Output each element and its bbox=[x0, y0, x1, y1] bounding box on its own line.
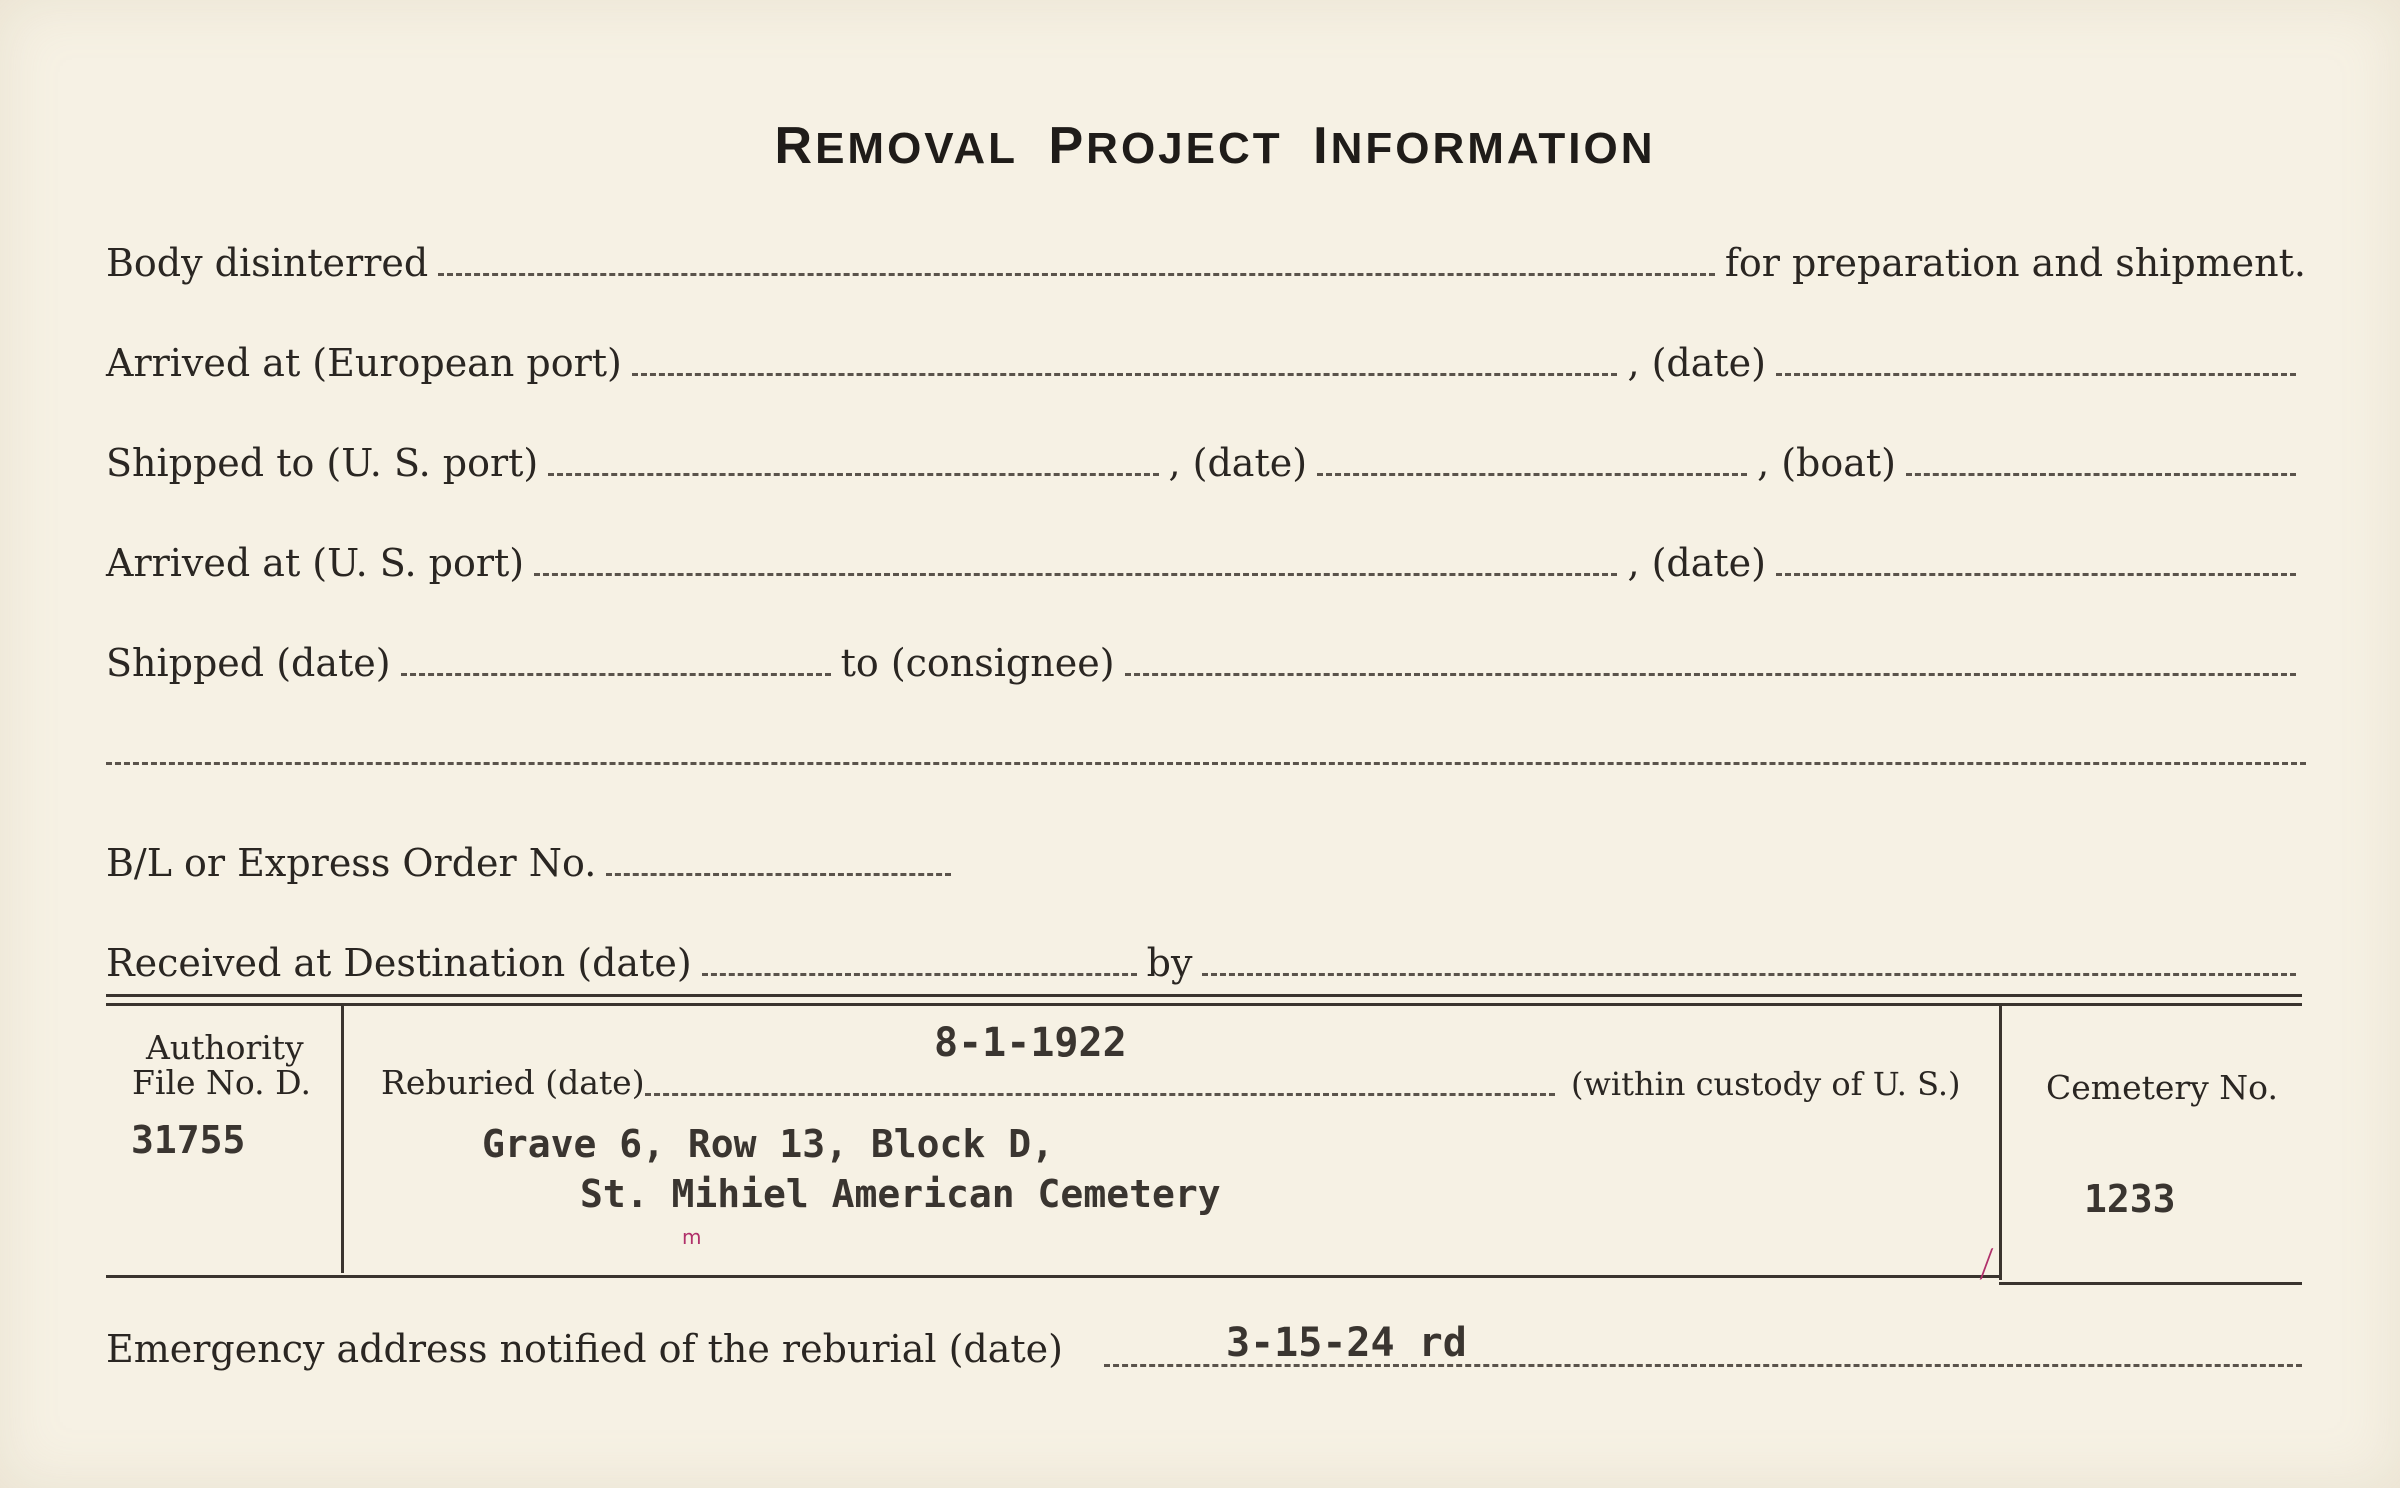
shipped-date-label: Shipped (date) bbox=[106, 641, 391, 685]
by-label: by bbox=[1146, 941, 1193, 985]
shipped-to-us-label: Shipped to (U. S. port) bbox=[106, 441, 539, 485]
shipped-date-field[interactable] bbox=[1317, 473, 1747, 476]
consignee-continuation-line[interactable] bbox=[106, 762, 2306, 765]
row-arrived-european bbox=[106, 326, 2306, 386]
bl-order-label: B/L or Express Order No. bbox=[106, 841, 597, 885]
arrived-european-label: Arrived at (European port) bbox=[106, 341, 622, 385]
authority-label: Authority bbox=[146, 1028, 304, 1067]
arrived-us-port-field[interactable] bbox=[534, 573, 1617, 576]
row-shipped-consignee bbox=[106, 626, 2306, 686]
cemetery-no-label: Cemetery No. bbox=[2046, 1068, 2278, 1107]
box-bottom-rule bbox=[106, 1275, 2001, 1278]
ink-mark: m bbox=[682, 1225, 702, 1249]
us-port-field[interactable] bbox=[548, 473, 1158, 476]
title-initial: I bbox=[1313, 117, 1331, 175]
emergency-address-label: Emergency address notified of the reburial (date) bbox=[106, 1327, 1063, 1371]
grave-location-line2: St. Mihiel American Cemetery bbox=[580, 1172, 1221, 1216]
received-date-field[interactable] bbox=[702, 973, 1137, 976]
title-word: EMOVAL bbox=[815, 124, 1019, 173]
shipped-date-value-field[interactable] bbox=[401, 673, 831, 676]
box-top-double-rule bbox=[106, 994, 2302, 1006]
reburied-date-value: 8-1-1922 bbox=[934, 1020, 1127, 1066]
arrived-us-date-field[interactable] bbox=[1776, 573, 2296, 576]
date-label: , (date) bbox=[1627, 541, 1766, 585]
received-by-field[interactable] bbox=[1202, 973, 2296, 976]
box-divider-right bbox=[1999, 1003, 2002, 1280]
date-label: , (date) bbox=[1627, 341, 1766, 385]
consignee-field[interactable] bbox=[1125, 673, 2296, 676]
authority-file-value: 31755 bbox=[131, 1118, 246, 1162]
body-disinterred-field[interactable] bbox=[438, 273, 1715, 276]
grave-location-line1: Grave 6, Row 13, Block D, bbox=[482, 1122, 1054, 1166]
cemetery-no-value: 1233 bbox=[2084, 1177, 2176, 1221]
boat-field[interactable] bbox=[1906, 473, 2296, 476]
arrival-date-field[interactable] bbox=[1776, 373, 2296, 376]
file-no-label: File No. D. bbox=[132, 1063, 311, 1102]
row-arrived-us bbox=[106, 526, 2306, 586]
for-preparation-label: for preparation and shipment. bbox=[1724, 241, 2306, 285]
card-title bbox=[0, 116, 2400, 176]
row-body-disinterred bbox=[106, 226, 2306, 286]
title-initial: R bbox=[774, 117, 816, 175]
pencil-check-mark: ⟋ bbox=[1968, 1242, 2005, 1288]
row-shipped-to-us bbox=[106, 426, 2306, 486]
row-bl-order bbox=[106, 826, 2306, 886]
european-port-field[interactable] bbox=[632, 373, 1618, 376]
custody-label: (within custody of U. S.) bbox=[1571, 1065, 1961, 1103]
consignee-label: to (consignee) bbox=[840, 641, 1115, 685]
title-initial: P bbox=[1048, 117, 1087, 175]
body-disinterred-label: Body disinterred bbox=[106, 241, 429, 285]
received-destination-label: Received at Destination (date) bbox=[106, 941, 692, 985]
title-word: ROJECT bbox=[1086, 124, 1283, 173]
arrived-us-label: Arrived at (U. S. port) bbox=[106, 541, 525, 585]
row-received-destination bbox=[106, 926, 2306, 986]
bl-order-field[interactable] bbox=[606, 873, 951, 876]
reburied-date-label: Reburied (date) bbox=[381, 1063, 645, 1102]
box-bottom-rule-right bbox=[1999, 1282, 2302, 1285]
box-divider-left bbox=[341, 1003, 344, 1273]
title-word: NFORMATION bbox=[1330, 124, 1656, 173]
reburied-date-field[interactable] bbox=[645, 1093, 1555, 1096]
emergency-date-value: 3-15-24 rd bbox=[1226, 1320, 1467, 1366]
boat-label: , (boat) bbox=[1757, 441, 1896, 485]
date-label: , (date) bbox=[1168, 441, 1308, 485]
